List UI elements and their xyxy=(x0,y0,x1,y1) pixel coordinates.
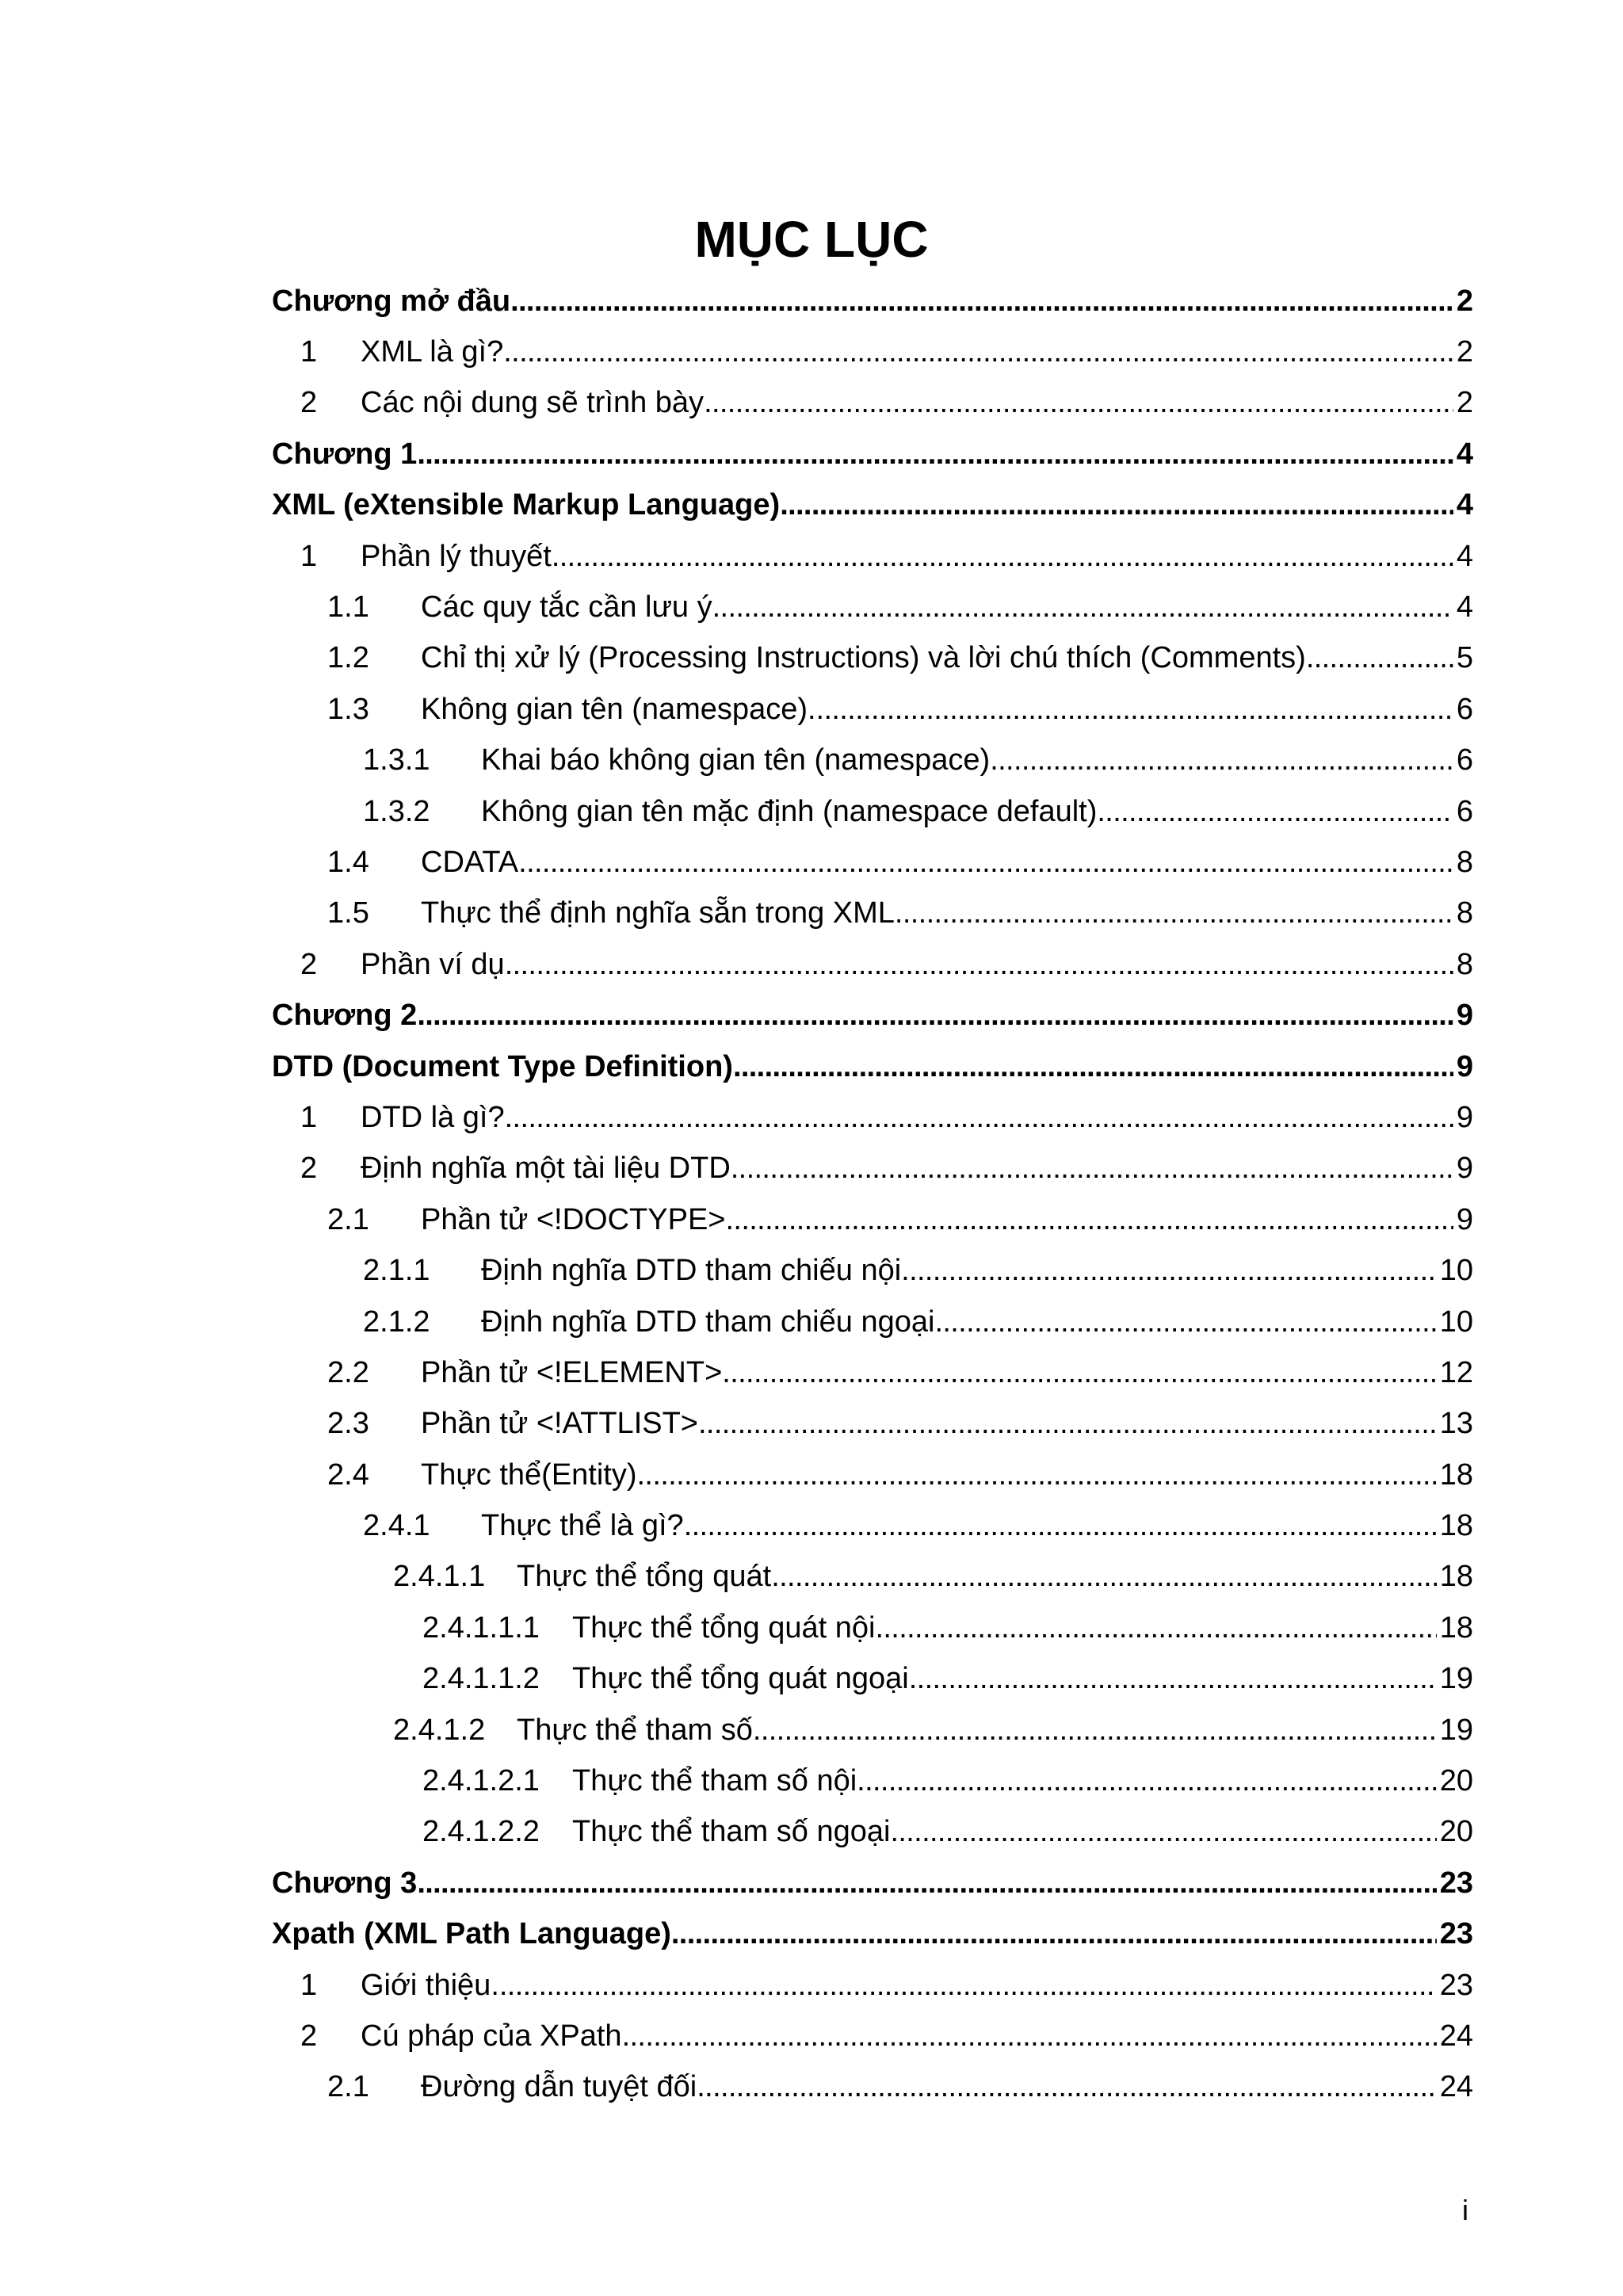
toc-entry-page: 10 xyxy=(1439,1305,1473,1339)
toc-entry-page: 2 xyxy=(1456,386,1473,420)
toc-entry-number: 2.1.2 xyxy=(363,1305,430,1339)
toc-entry-title: Thực thể định nghĩa sẵn trong XML xyxy=(421,896,895,930)
toc-entry-number: 2.1 xyxy=(327,1202,369,1236)
toc-entry-number: 2.1 xyxy=(327,2070,369,2104)
dot-leader xyxy=(697,2070,1436,2104)
dot-leader xyxy=(698,1407,1437,1441)
toc-entry-number: 2 xyxy=(300,947,318,981)
dot-leader xyxy=(552,540,1453,574)
toc-entry-page: 2 xyxy=(1456,335,1473,369)
toc-entry-number: 2 xyxy=(300,1152,318,1186)
toc-entry-title: Các quy tắc cần lưu ý xyxy=(421,590,712,625)
dot-leader xyxy=(901,1254,1437,1288)
dot-leader xyxy=(895,896,1453,930)
dot-leader xyxy=(671,1917,1437,1951)
toc-entry-page: 10 xyxy=(1439,1254,1473,1288)
toc-entry[interactable] xyxy=(272,2062,1473,2113)
toc-entry-title: Thực thể(Entity) xyxy=(421,1457,637,1492)
toc-entry[interactable] xyxy=(272,1450,1473,1500)
toc-entry-number: 2.4 xyxy=(327,1457,369,1492)
dot-leader xyxy=(733,1050,1453,1084)
toc-entry-page: 23 xyxy=(1439,1866,1473,1900)
toc-entry-number: 2.4.1.2.2 xyxy=(422,1815,540,1849)
toc-entry-page: 9 xyxy=(1456,999,1473,1033)
toc-entry-number: 2.4.1.1.1 xyxy=(422,1610,540,1645)
toc-entry[interactable] xyxy=(272,582,1473,632)
toc-entry-title: Thực thể là gì? xyxy=(481,1509,684,1543)
dot-leader xyxy=(417,437,1453,472)
toc-entry[interactable] xyxy=(272,1654,1473,1705)
toc-entry-page: 9 xyxy=(1456,1152,1473,1186)
toc-entry-title: Phần tử <!ATTLIST> xyxy=(421,1407,698,1441)
toc-entry-page: 9 xyxy=(1456,1049,1473,1083)
toc-entry-page: 4 xyxy=(1456,590,1473,625)
toc-entry[interactable] xyxy=(272,429,1473,479)
toc-entry-page: 4 xyxy=(1456,488,1473,522)
toc-entry[interactable] xyxy=(272,1960,1473,2011)
toc-entry-number: 2.3 xyxy=(327,1407,369,1441)
dot-leader xyxy=(499,1969,1437,2003)
toc-entry-page: 2 xyxy=(1456,284,1473,318)
dot-leader xyxy=(1306,641,1453,675)
toc-entry[interactable] xyxy=(272,1858,1473,1908)
dot-leader xyxy=(417,1866,1436,1901)
toc-entry[interactable] xyxy=(272,1807,1473,1858)
toc-entry-title: Không gian tên mặc định (namespace default) xyxy=(481,794,1098,828)
toc-entry-number: 1.3 xyxy=(327,692,369,726)
toc-entry[interactable] xyxy=(272,837,1473,888)
toc-entry[interactable] xyxy=(272,1552,1473,1603)
toc-entry-title: XML là gì? xyxy=(361,335,504,369)
toc-entry-page: 9 xyxy=(1456,1202,1473,1236)
toc-entry-title: XML (eXtensible Markup Language) xyxy=(272,488,781,522)
dot-leader xyxy=(753,1713,1437,1748)
toc-entry-page: 8 xyxy=(1456,845,1473,879)
dot-leader xyxy=(505,1101,1453,1135)
toc-entry[interactable] xyxy=(272,1144,1473,1194)
toc-entry-title: Thực thể tổng quát xyxy=(517,1560,772,1594)
toc-entry-number: 2.4.1.1 xyxy=(393,1560,486,1594)
toc-entry-title: Phần tử <!ELEMENT> xyxy=(421,1355,723,1389)
page-number: i xyxy=(1462,2194,1468,2226)
dot-leader xyxy=(731,1152,1453,1186)
toc-entry[interactable] xyxy=(272,786,1473,837)
dot-leader xyxy=(510,285,1453,319)
toc-entry[interactable] xyxy=(272,684,1473,735)
toc-entry[interactable] xyxy=(272,1603,1473,1653)
toc-entry-title: Khai báo không gian tên (namespace) xyxy=(481,743,991,777)
toc-entry-page: 8 xyxy=(1456,896,1473,930)
toc-entry-number: 2 xyxy=(300,2019,318,2053)
toc-entry-number: 2.4.1 xyxy=(363,1509,430,1543)
toc-entry-title: Định nghĩa DTD tham chiếu nội xyxy=(481,1254,902,1288)
toc-entry[interactable] xyxy=(272,1194,1473,1245)
dot-leader xyxy=(771,1560,1437,1594)
toc-entry-title: Chương 2 xyxy=(272,999,418,1033)
dot-leader xyxy=(857,1764,1437,1798)
dot-leader xyxy=(417,999,1453,1033)
toc-entry-page: 12 xyxy=(1439,1355,1473,1389)
toc-entry-page: 6 xyxy=(1456,743,1473,777)
toc-entry-number: 1.4 xyxy=(327,845,369,879)
dot-leader xyxy=(622,2019,1437,2053)
toc-entry-title: Chương 3 xyxy=(272,1866,418,1900)
dot-leader xyxy=(722,1356,1436,1390)
toc-entry-number: 1 xyxy=(300,335,318,369)
toc-entry-title: Chỉ thị xử lý (Processing Instructions) và lời chú thích (Comments) xyxy=(421,641,1306,675)
toc-entry-number: 2.4.1.2.1 xyxy=(422,1764,540,1798)
dot-leader xyxy=(518,846,1453,880)
toc-entry-page: 6 xyxy=(1456,692,1473,726)
toc-entry[interactable] xyxy=(272,1500,1473,1551)
toc-entry-number: 2 xyxy=(300,386,318,420)
toc-entry[interactable] xyxy=(272,888,1473,939)
toc-entry-number: 2.4.1.1.2 xyxy=(422,1662,540,1696)
toc-entry-title: Xpath (XML Path Language) xyxy=(272,1917,671,1951)
toc-entry-page: 4 xyxy=(1456,437,1473,471)
toc-entry-page: 6 xyxy=(1456,794,1473,828)
toc-entry-page: 13 xyxy=(1439,1407,1473,1441)
toc-entry[interactable] xyxy=(272,1297,1473,1347)
toc-entry-number: 1 xyxy=(300,1100,318,1134)
toc-entry[interactable] xyxy=(272,939,1473,990)
toc-entry-page: 24 xyxy=(1439,2019,1473,2053)
toc-entry-number: 1 xyxy=(300,1968,318,2002)
dot-leader xyxy=(990,743,1453,777)
toc-entry-page: 20 xyxy=(1439,1815,1473,1849)
toc-entry-title: Giới thiệu. xyxy=(361,1968,499,2002)
toc-entry-title: Các nội dung sẽ trình bày xyxy=(361,386,705,420)
toc-entry-page: 19 xyxy=(1439,1662,1473,1696)
dot-leader xyxy=(726,1203,1453,1237)
toc-entry-title: Không gian tên (namespace). xyxy=(421,692,816,726)
toc-entry[interactable] xyxy=(272,1705,1473,1755)
toc-entry-number: 1.3.2 xyxy=(363,794,430,828)
dot-leader xyxy=(684,1509,1437,1543)
toc-entry-page: 23 xyxy=(1439,1968,1473,2002)
toc-entry[interactable] xyxy=(272,1245,1473,1296)
toc-entry-title: DTD là gì? xyxy=(361,1100,505,1134)
toc-entry-title: Chương 1 xyxy=(272,437,418,471)
toc-entry-title: Thực thể tham số ngoại xyxy=(572,1815,891,1849)
toc-entry-page: 18 xyxy=(1439,1509,1473,1543)
toc-entry[interactable] xyxy=(272,1347,1473,1398)
dot-leader xyxy=(704,386,1453,420)
toc-entry[interactable] xyxy=(272,1399,1473,1450)
toc-entry[interactable] xyxy=(272,1755,1473,1806)
dot-leader xyxy=(875,1611,1436,1645)
toc-entry-number: 1.3.1 xyxy=(363,743,430,777)
toc-entry[interactable] xyxy=(272,633,1473,684)
toc-entry-page: 4 xyxy=(1456,539,1473,573)
toc-entry-title: Thực thể tổng quát nội xyxy=(572,1610,876,1645)
dot-leader xyxy=(1097,795,1453,829)
toc-entry-title: CDATA xyxy=(421,845,519,879)
toc-entry-title: Đường dẫn tuyệt đối xyxy=(421,2070,697,2104)
toc-entry-number: 1.2 xyxy=(327,641,369,675)
toc-entry-number: 1.5 xyxy=(327,896,369,930)
toc-entry-number: 2.1.1 xyxy=(363,1254,430,1288)
dot-leader xyxy=(934,1305,1436,1339)
dot-leader xyxy=(712,590,1453,625)
toc-entry-title: Thực thể tham số xyxy=(517,1713,753,1747)
toc-entry[interactable] xyxy=(272,1041,1473,1092)
toc-entry-title: Định nghĩa một tài liệu DTD xyxy=(361,1152,731,1186)
toc-entry-page: 18 xyxy=(1439,1610,1473,1645)
toc-entry[interactable] xyxy=(272,1909,1473,1960)
toc-entry[interactable] xyxy=(272,735,1473,786)
dot-leader xyxy=(890,1815,1436,1849)
toc-entry-title: Thực thể tham số nội xyxy=(572,1764,857,1798)
toc-entry-page: 8 xyxy=(1456,947,1473,981)
dot-leader xyxy=(505,948,1453,982)
toc-entry-page: 20 xyxy=(1439,1764,1473,1798)
dot-leader xyxy=(909,1662,1437,1696)
toc-entry-page: 24 xyxy=(1439,2070,1473,2104)
toc-entry[interactable] xyxy=(272,327,1473,377)
toc-entry-number: 2.2 xyxy=(327,1355,369,1389)
toc-entry-title: Phần ví dụ xyxy=(361,947,505,981)
toc-entry-number: 2.4.1.2 xyxy=(393,1713,486,1747)
toc-title: MỤC LỤC xyxy=(694,211,929,268)
toc-entry-title: Phần lý thuyết xyxy=(361,539,552,573)
dot-leader xyxy=(780,488,1453,522)
toc-entry[interactable] xyxy=(272,531,1473,582)
toc-entry-title: Chương mở đầu xyxy=(272,284,511,318)
toc-entry-title: Phần tử <!DOCTYPE> xyxy=(421,1202,726,1236)
toc-entry-title: Thực thể tổng quát ngoại xyxy=(572,1662,909,1696)
table-of-contents xyxy=(272,276,1473,2113)
toc-entry-page: 18 xyxy=(1439,1457,1473,1492)
toc-entry-number: 1.1 xyxy=(327,590,369,625)
toc-entry-page: 23 xyxy=(1439,1917,1473,1951)
dot-leader xyxy=(816,693,1453,727)
toc-entry-title: Cú pháp của XPath xyxy=(361,2019,622,2053)
toc-entry-page: 18 xyxy=(1439,1560,1473,1594)
toc-entry[interactable] xyxy=(272,480,1473,531)
toc-entry[interactable] xyxy=(272,2011,1473,2061)
toc-entry-page: 19 xyxy=(1439,1713,1473,1747)
toc-entry-page: 5 xyxy=(1456,641,1473,675)
toc-entry[interactable] xyxy=(272,1092,1473,1143)
toc-entry-number: 1 xyxy=(300,539,318,573)
toc-entry[interactable] xyxy=(272,378,1473,429)
dot-leader xyxy=(503,335,1453,369)
toc-entry-page: 9 xyxy=(1456,1100,1473,1134)
toc-entry-title: Định nghĩa DTD tham chiếu ngoại xyxy=(481,1305,935,1339)
dot-leader xyxy=(637,1458,1437,1492)
toc-entry[interactable] xyxy=(272,276,1473,327)
toc-entry-title: DTD (Document Type Definition) xyxy=(272,1049,733,1083)
toc-entry[interactable] xyxy=(272,990,1473,1041)
